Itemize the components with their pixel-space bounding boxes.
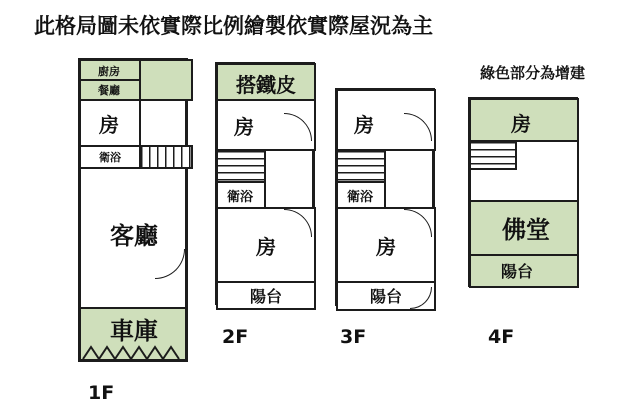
- label-2f-tinroof: 搭鐵皮: [236, 73, 296, 97]
- label-1f-living: 客廳: [110, 222, 158, 250]
- floorplan-4f: [468, 97, 578, 287]
- label-3f-bathroom: 衛浴: [346, 190, 373, 205]
- label-2f-bathroom: 衛浴: [226, 190, 253, 205]
- label-2f-balcony: 陽台: [249, 287, 282, 306]
- label-1f-dining: 餐廳: [98, 84, 120, 97]
- floor-label-1f: 1F: [88, 382, 115, 404]
- floorplan-2f: [215, 62, 315, 305]
- label-4f-bedroom: 房: [511, 112, 531, 136]
- label-1f-garage: 車庫: [110, 317, 158, 345]
- label-1f-bathroom: 衛浴: [99, 151, 121, 164]
- wall-1f-right-upper: [139, 99, 141, 147]
- floor-label-2f: 2F: [222, 326, 249, 348]
- legend-note: 綠色部分為增建: [480, 64, 586, 82]
- divider-kitchen-dining: [81, 79, 139, 81]
- page-title: 此格局圖未依實際比例繪製依實際屋況為主: [34, 14, 433, 38]
- label-4f-balcony: 陽台: [500, 262, 533, 281]
- wall-3f-stairs-right: [384, 149, 386, 183]
- label-3f-balcony: 陽台: [369, 287, 402, 306]
- label-1f-kitchen: 廚房: [98, 65, 120, 78]
- stairs-1f: [139, 145, 193, 169]
- label-2f-bedroom-lower: 房: [256, 235, 276, 259]
- label-4f-buddha-hall: 佛堂: [502, 216, 550, 244]
- stairs-2f: [216, 149, 266, 183]
- floorplan-3f: [335, 88, 435, 306]
- floor-label-3f: 3F: [340, 326, 367, 348]
- label-3f-bedroom-upper: 房: [354, 113, 374, 137]
- label-3f-bedroom-lower: 房: [376, 235, 396, 259]
- label-1f-bedroom: 房: [99, 113, 119, 137]
- floorplan-1f: [78, 58, 188, 362]
- divider-living-top: [81, 167, 185, 169]
- wall-2f-stairs-right: [264, 149, 266, 183]
- room-1f-dining-right: [139, 59, 193, 101]
- stairs-4f-overlay: [469, 140, 517, 170]
- door-arc-1f-living: [155, 249, 185, 279]
- stairs-3f: [336, 149, 386, 183]
- label-2f-bedroom-upper: 房: [234, 115, 254, 139]
- floor-label-4f: 4F: [488, 326, 515, 348]
